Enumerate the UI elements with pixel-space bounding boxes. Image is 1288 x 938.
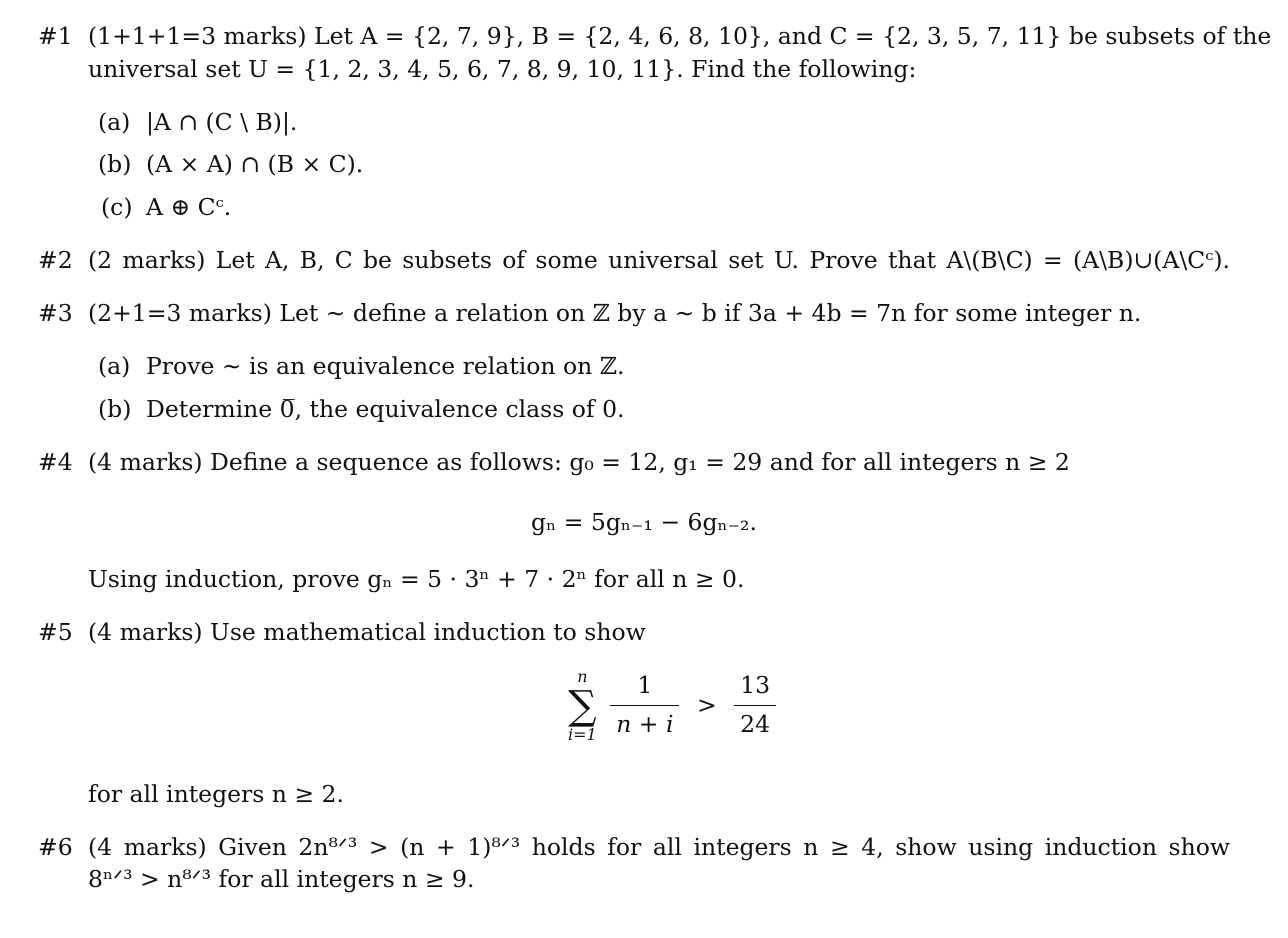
q1-part-b-text: (A × A) ∩ (B × C). [146, 150, 364, 178]
q1-text-line1: (1+1+1=3 marks) Let A = {2, 7, 9}, B = {2, 4, 6, 8, 10}, and C = {2, 3, 5, 7, 11} be subsets of the [88, 22, 1272, 50]
q3-part-b-text: Determine 0̅, the equivalence class of 0. [146, 395, 625, 423]
q4-instruction: Using induction, prove gₙ = 5 · 3ⁿ + 7 · 2ⁿ for all n ≥ 0. [88, 565, 745, 593]
summand-fraction [610, 673, 679, 738]
q1-part-a-label: (a) [98, 108, 131, 136]
q4-text: (4 marks) Define a sequence as follows: g₀ = 12, g₁ = 29 and for all integers n ≥ 2 [88, 448, 1070, 476]
q1-text-line2: universal set U = {1, 2, 3, 4, 5, 6, 7, 8, 9, 10, 11}. Find the following: [88, 55, 917, 83]
q2-text: (2 marks) Let A, B, C be subsets of some universal set U. Prove that A\(B\C) = (A\B)∪(A\Cᶜ). [88, 246, 1230, 274]
q1-part-c-text: A ⊕ Cᶜ. [146, 193, 232, 221]
q6-number: #6 [38, 833, 73, 861]
rhs-numerator: 13 [734, 673, 776, 706]
q1-number: #1 [38, 22, 73, 50]
sigma-symbol: ∑ [568, 682, 597, 729]
q5-condition: for all integers n ≥ 2. [88, 780, 344, 808]
q3-part-a-text: Prove ∼ is an equivalence relation on ℤ. [146, 352, 625, 380]
q4-number: #4 [38, 448, 73, 476]
q3-part-a-label: (a) [98, 352, 131, 380]
sum-lower-limit: i=1 [568, 724, 597, 744]
q5-number: #5 [38, 618, 73, 646]
q1-part-b-label: (b) [98, 150, 132, 178]
summand-numerator: 1 [610, 673, 679, 706]
q6-text-line1: (4 marks) Given 2n⁸ᐟ³ > (n + 1)⁸ᐟ³ holds for all integers n ≥ 4, show using induction show [88, 833, 1230, 861]
q1-part-a-text: |A ∩ (C \ B)|. [146, 108, 298, 136]
q5-text: (4 marks) Use mathematical induction to show [88, 618, 646, 646]
q3-part-b-label: (b) [98, 395, 132, 423]
q5-inequality [568, 668, 776, 743]
q1-part-c-label: (c) [101, 193, 133, 221]
sum-upper-limit: n [577, 667, 588, 686]
q4-recurrence: gₙ = 5gₙ₋₁ − 6gₙ₋₂. [531, 508, 757, 536]
q3-text: (2+1=3 marks) Let ∼ define a relation on ℤ by a ∼ b if 3a + 4b = 7n for some integer n. [88, 299, 1142, 327]
q6-text-line2: 8ⁿᐟ³ > n⁸ᐟ³ for all integers n ≥ 9. [88, 865, 475, 893]
rhs-fraction [734, 673, 776, 738]
summation [568, 668, 597, 743]
q2-number: #2 [38, 246, 73, 274]
greater-than-sign: > [696, 690, 717, 719]
q3-number: #3 [38, 299, 73, 327]
summand-denominator: n + i [616, 710, 674, 739]
rhs-denominator: 24 [740, 710, 771, 739]
